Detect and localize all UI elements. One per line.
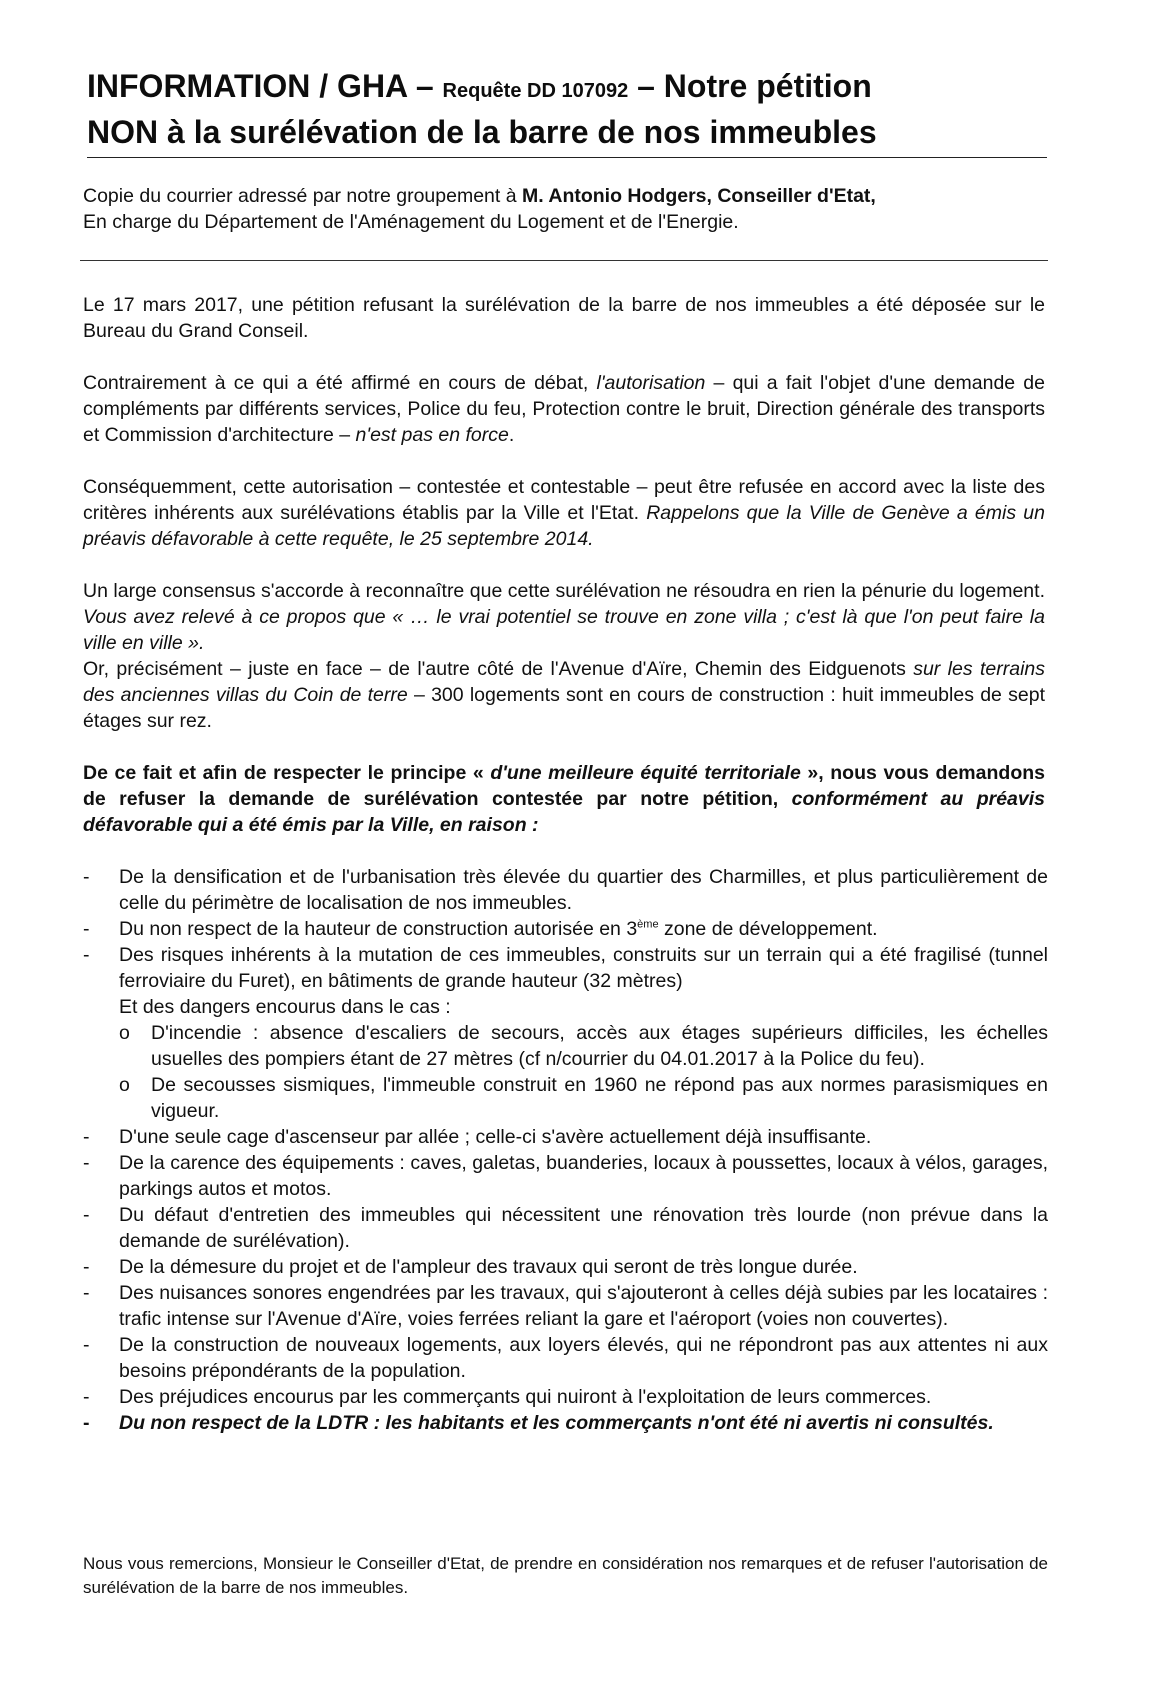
list-item-text: De la démesure du projet et de l'ampleur des travaux qui seront de très longue durée.	[119, 1256, 858, 1278]
list-item	[83, 1384, 1048, 1410]
sub-list-item-text: De secousses sismiques, l'immeuble construit en 1960 ne répond pas aux normes parasismiques en vigueur.	[151, 1074, 1048, 1122]
p2-text-d: n'est pas en force	[355, 424, 509, 446]
copy-line-1	[83, 183, 1043, 209]
p4-text-b: Vous avez relevé à ce propos que « … le vrai potentiel se trouve en zone villa ; c'est là que l'on peut faire la ville en ville ».	[83, 606, 1045, 654]
title-part-2: – Notre pétition	[628, 68, 872, 104]
list-item	[83, 1124, 1048, 1150]
circle-bullet: o	[119, 1022, 130, 1044]
p2-text-c: – qui a fait l'objet d'une demande de compléments par différents services, Police du feu, Protection contre le bruit, Direction générale des transports et Commission d'architecture –	[83, 372, 1045, 446]
paragraph-consensus	[83, 578, 1045, 734]
list-item-text: Des risques inhérents à la mutation de ces immeubles, construits sur un terrain qui a été fragilisé (tunnel ferroviaire du Furet), en bâtiments de grande hauteur (32 mètres)	[119, 944, 1048, 992]
reasons-list	[83, 864, 1048, 1436]
list-item	[83, 1410, 1048, 1436]
paragraph-authorization	[83, 370, 1045, 448]
list-item-text: D'une seule cage d'ascenseur par allée ; celle-ci s'avère actuellement déjà insuffisante.	[119, 1126, 872, 1148]
copy-line-1-text: Copie du courrier adressé par notre groupement à	[83, 185, 522, 207]
list-item	[83, 1254, 1048, 1280]
list-item-text: Des préjudices encourus par les commerçants qui nuiront à l'exploitation de leurs commerces.	[119, 1386, 932, 1408]
title-request-ref: Requête DD 107092	[442, 80, 629, 102]
p6-text-b: d'une meilleure équité territoriale	[490, 762, 801, 784]
title-part-1: INFORMATION / GHA –	[87, 68, 443, 104]
p6-text-a: De ce fait et afin de respecter le principe «	[83, 762, 491, 784]
document-title	[87, 66, 1047, 152]
p5-text-c: – 300 logements sont en cours de construction : huit immeubles de sept étages sur rez.	[83, 684, 1045, 732]
list-item-text: Des nuisances sonores engendrées par les travaux, qui s'ajouteront à celles déjà subies par les locataires : trafic intense sur l'Avenue d'Aïre, voies ferrées reliant la gare et l'aéroport (voies non couvertes).	[119, 1282, 1048, 1330]
paragraph-consequently	[83, 474, 1045, 552]
sub-list-item	[119, 1020, 1048, 1072]
p2-text-a: Contrairement à ce qui a été affirmé en cours de débat,	[83, 372, 597, 394]
list-item	[83, 864, 1048, 916]
dash-bullet: -	[83, 944, 90, 966]
dash-bullet: -	[83, 1126, 90, 1148]
dash-bullet: -	[83, 1334, 90, 1356]
p5-text-b: sur les terrains des anciennes villas du Coin de terre	[83, 658, 1045, 706]
recipient-name: M. Antonio Hodgers, Conseiller d'Etat,	[522, 185, 876, 207]
p2-text-b: l'autorisation	[596, 372, 706, 394]
dash-bullet: -	[83, 866, 90, 888]
dash-bullet: -	[83, 1204, 90, 1226]
sub-list-item	[119, 1072, 1048, 1124]
title-underline	[87, 157, 1047, 158]
list-item	[83, 1280, 1048, 1332]
list-item	[83, 1202, 1048, 1254]
list-item-text: De la carence des équipements : caves, galetas, buanderies, locaux à poussettes, locaux à vélos, garages, parkings autos et motos.	[119, 1152, 1048, 1200]
copy-line-2: En charge du Département de l'Aménagement du Logement et de l'Energie.	[83, 211, 739, 233]
copy-notice	[83, 183, 1043, 235]
dash-bullet: -	[83, 1256, 90, 1278]
p6-text-d: conformément au préavis défavorable qui a été émis par la Ville, en raison :	[83, 788, 1045, 836]
list-item-text: zone de développement.	[658, 918, 878, 940]
list-item-text: De la densification et de l'urbanisation très élevée du quartier des Charmilles, et plus particulièrement de celle du périmètre de localisation de nos immeubles.	[119, 866, 1048, 914]
dash-bullet: -	[83, 1282, 90, 1304]
dash-bullet: -	[83, 1412, 90, 1434]
list-item-continuation: Et des dangers encourus dans le cas :	[119, 996, 451, 1018]
p2-text-e: .	[508, 424, 515, 446]
p4-text-a: Un large consensus s'accorde à reconnaître que cette surélévation ne résoudra en rien la pénurie du logement.	[83, 580, 1045, 602]
circle-bullet: o	[119, 1074, 130, 1096]
superscript-eme: ème	[637, 918, 659, 931]
list-item-text: Du défaut d'entretien des immeubles qui nécessitent une rénovation très lourde (non prévue dans la demande de surélévation).	[119, 1204, 1048, 1252]
p3-text-b: Rappelons que la Ville de Genève a émis un préavis défavorable à cette requête, le 25 septembre 2014.	[83, 502, 1045, 550]
title-line-2: NON à la surélévation de la barre de nos immeubles	[87, 114, 877, 150]
closing-paragraph: Nous vous remercions, Monsieur le Conseiller d'Etat, de prendre en considération nos remarques et de refuser l'autorisation de surélévation de la barre de nos immeubles.	[83, 1554, 1048, 1597]
dash-bullet: -	[83, 918, 90, 940]
p5-text-a: Or, précisément – juste en face – de l'autre côté de l'Avenue d'Aïre, Chemin des Eidguenots	[83, 658, 914, 680]
dash-bullet: -	[83, 1152, 90, 1174]
paragraph-petition-date: Le 17 mars 2017, une pétition refusant la surélévation de la barre de nos immeubles a été déposée sur le Bureau du Grand Conseil.	[83, 294, 1045, 342]
list-item-text-emphasis: Du non respect de la LDTR : les habitants et les commerçants n'ont été ni avertis ni consultés.	[119, 1412, 994, 1434]
p3-text-a: Conséquemment, cette autorisation – contestée et contestable – peut être refusée en accord avec la liste des critères inhérents aux surélévations établis par la Ville et l'Etat.	[83, 476, 1045, 524]
list-item	[83, 916, 1048, 942]
list-item	[83, 942, 1048, 1124]
dash-bullet: -	[83, 1386, 90, 1408]
paragraph-request	[83, 760, 1045, 838]
list-item-text: De la construction de nouveaux logements, aux loyers élevés, qui ne répondront pas aux attentes ni aux besoins prépondérants de la population.	[119, 1334, 1048, 1382]
p6-text-c: », nous vous demandons de refuser la demande de surélévation contestée par notre pétition,	[83, 762, 1045, 810]
sub-list-item-text: D'incendie : absence d'escaliers de secours, accès aux étages supérieurs difficiles, les échelles usuelles des pompiers étant de 27 mètres (cf n/courrier du 04.01.2017 à la Police du feu).	[151, 1022, 1048, 1070]
title-line-1	[87, 66, 1047, 111]
list-item	[83, 1150, 1048, 1202]
list-item	[83, 1332, 1048, 1384]
list-item-text: Du non respect de la hauteur de construction autorisée en 3	[119, 918, 638, 940]
copy-divider	[80, 260, 1048, 261]
